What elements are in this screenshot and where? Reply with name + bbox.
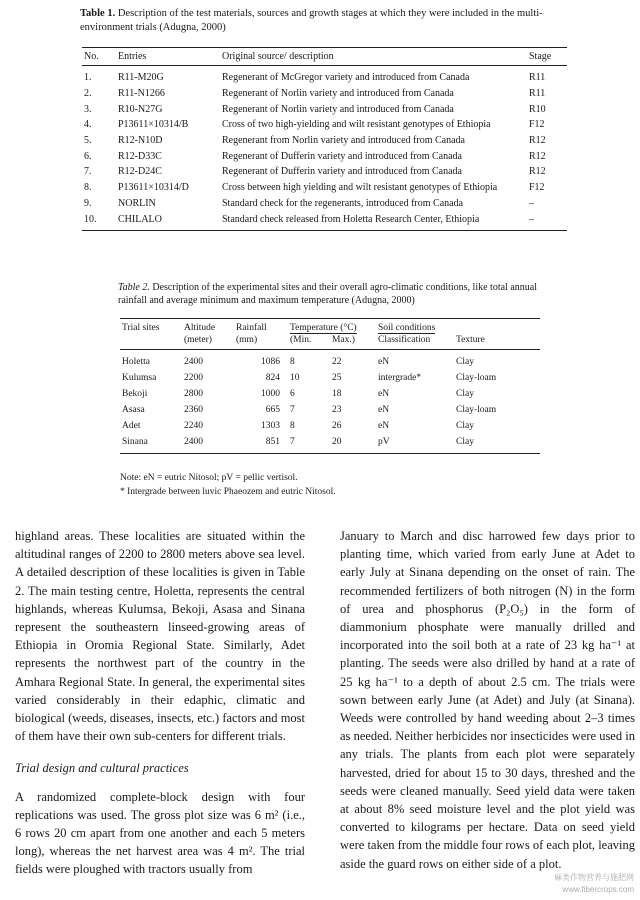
cell-entry: P13611×10314/B xyxy=(118,119,189,131)
cell-stage: R12 xyxy=(529,135,546,147)
table-row xyxy=(120,350,540,371)
cell-site: Holetta xyxy=(122,357,150,367)
cell-entry: R12-D33C xyxy=(118,150,162,162)
cell-texture: Clay xyxy=(456,421,474,431)
table2-note-abbrev: Note: eN = eutric Nitosol; pV = pellic vertisol. xyxy=(120,473,298,483)
cell-altitude: 2400 xyxy=(184,357,203,367)
cell-rainfall: 1000 xyxy=(261,389,280,399)
cell-texture: Clay-loam xyxy=(456,405,497,415)
cell-classification: intergrade* xyxy=(378,373,422,383)
cell-entry: P13611×10314/D xyxy=(118,182,189,194)
cell-source: Regenerant of Dufferin variety and introduced from Canada xyxy=(222,150,462,162)
table2-label: Table 2. xyxy=(118,282,150,293)
cell-temp-min: 7 xyxy=(290,405,295,415)
cell-temp-min: 8 xyxy=(290,357,295,367)
table1-header-stage: Stage xyxy=(527,48,567,66)
table2-header-trial-sites: Trial sites xyxy=(122,323,160,333)
cell-altitude: 2360 xyxy=(184,405,203,415)
table1 xyxy=(82,47,567,231)
cell-source: Regenerant of McGregor variety and introduced from Canada xyxy=(222,72,470,84)
cell-rainfall: 851 xyxy=(234,434,288,454)
cell-temp-max: 20 xyxy=(330,434,376,454)
table-row xyxy=(120,402,540,418)
table1-caption xyxy=(80,7,580,35)
table-row xyxy=(120,418,540,434)
cell-temp-max: 22 xyxy=(332,357,342,367)
cell-site: Sinana xyxy=(120,434,182,454)
cell-site: Bekoji xyxy=(122,389,148,399)
cell-entry: R11-N1266 xyxy=(118,88,165,100)
cell-texture: Clay xyxy=(456,389,474,399)
cell-temp-max: 25 xyxy=(332,373,342,383)
table2-header-soil: Soil conditions xyxy=(378,323,436,333)
cell-altitude: 2400 xyxy=(182,434,234,454)
cell-classification: eN xyxy=(378,421,390,431)
cell-classification: pV xyxy=(376,434,454,454)
cell-source: Cross between high yielding and wilt resistant genotypes of Ethiopia xyxy=(222,182,498,194)
table1-header-entries: Entries xyxy=(116,48,220,66)
cell-temp-min: 10 xyxy=(290,373,300,383)
table-row xyxy=(82,66,567,86)
cell-texture: Clay-loam xyxy=(456,373,497,383)
table1-header-row xyxy=(82,48,567,66)
table2-header-texture: Texture xyxy=(454,334,540,350)
table1-label: Table 1. xyxy=(80,8,116,19)
cell-temp-max: 26 xyxy=(332,421,342,431)
table2-header-classification: Classification xyxy=(376,334,454,350)
cell-temp-max: 18 xyxy=(332,389,342,399)
cell-source: Cross of two high-yielding and wilt resistant genotypes of Ethiopia xyxy=(222,119,491,131)
table2-header-altitude-unit: (meter) xyxy=(182,334,234,350)
cell-temp-min: 8 xyxy=(290,421,295,431)
cell-no: 8. xyxy=(84,182,92,194)
cell-stage: R11 xyxy=(529,88,546,100)
cell-source: Standard check for the regenerants, introduced from Canada xyxy=(222,197,464,209)
table1-header-no: No. xyxy=(82,48,116,66)
cell-entry: R10-N27G xyxy=(118,103,163,115)
cell-rainfall: 1086 xyxy=(261,357,280,367)
cell-no: 9. xyxy=(84,197,92,209)
table2-header-row-1 xyxy=(120,319,540,335)
cell-no: 7. xyxy=(84,166,92,178)
table2-header-rainfall: Rainfall xyxy=(236,323,267,333)
table2-header-temperature: Temperature (°C) xyxy=(290,323,357,333)
cell-no: 2. xyxy=(84,88,92,100)
cell-classification: eN xyxy=(378,405,390,415)
cell-source: Regenerant from Norlin variety and introduced from Canada xyxy=(222,135,465,147)
cell-stage: R10 xyxy=(529,103,546,115)
cell-altitude: 2800 xyxy=(184,389,203,399)
cell-entry: R11-M20G xyxy=(118,72,164,84)
table1-caption-text: Description of the test materials, sources and growth stages at which they were included in the multi-environment trials (Adugna, 2000) xyxy=(80,8,543,33)
table2-notes xyxy=(120,471,336,499)
watermark-chinese: 麻类作物营养与施肥网 xyxy=(554,873,634,882)
table2-header-temp-max: Max.) xyxy=(330,334,376,350)
left-paragraph-2: A randomized complete-block design with four replications was used. The gross plot size was 6 m² (i.e., 6 rows 20 cm apart from one another and each 5 meters long), whereas the net harvest area was 4 m². The trial fields were ploughed with tractors usually from xyxy=(15,789,305,877)
table2-note-intergrade: * Intergrade between luvic Phaeozem and eutric Nitosol. xyxy=(120,487,336,497)
table2-caption xyxy=(118,281,538,307)
cell-no: 6. xyxy=(84,150,92,162)
table-row xyxy=(82,180,567,196)
watermark-url: www.fibercrops.com xyxy=(562,885,634,894)
table-row xyxy=(82,101,567,117)
left-column xyxy=(15,527,305,879)
table2-header-altitude: Altitude xyxy=(184,323,216,333)
cell-site: Adet xyxy=(122,421,141,431)
table-row xyxy=(82,196,567,212)
table-row xyxy=(120,386,540,402)
table-row xyxy=(120,370,540,386)
cell-source: Regenerant of Dufferin variety and introduced from Canada xyxy=(222,166,462,178)
cell-site: Asasa xyxy=(122,405,145,415)
cell-temp-min: 7 xyxy=(288,434,330,454)
table1-header-source: Original source/ description xyxy=(220,48,527,66)
table-row xyxy=(82,133,567,149)
table2-header-row-2 xyxy=(120,334,540,350)
table-row xyxy=(82,211,567,230)
section-heading: Trial design and cultural practices xyxy=(15,761,189,776)
table-row xyxy=(120,434,540,454)
cell-stage: – xyxy=(529,197,534,209)
table2-header-rainfall-unit: (mm) xyxy=(234,334,288,350)
cell-entry: R12-N10D xyxy=(118,135,163,147)
cell-stage: F12 xyxy=(529,182,545,194)
right-paragraph-1: January to March and disc harrowed few days prior to planting time, which varied from early June at Adet to early July at Sinana depending on the onset of rain. The recommended fertilizers of both nitrogen (N) in the form of urea and phosphorus (P₂O₅) in the form of diammonium phosphate were manually drilled and incorporated into the soil both at a rate of 23 kg ha⁻¹ at planting. The seeds were also drilled by hand at a rate of 25 kg ha⁻¹ to a depth of about 2.5 cm. The trials were sown between early June (at Adet) and July (at Sinana). Weeds were controlled by hand weeding about 2–3 times as needed. Neither herbicides nor insecticides were used in any trials. The plants from each plot were separately harvested, dried for about 15 to 30 days, threshed and the seeds were cleaned manually. Seed yield data were taken at about 8% seed moisture level and the plot yield was converted to kilograms per hectare. Data on seed yield were taken from the middle four rows of each plot, leaving aside the guard rows on either side of a plot. xyxy=(340,529,635,871)
cell-site: Kulumsa xyxy=(122,373,157,383)
table-row xyxy=(82,148,567,164)
cell-no: 3. xyxy=(84,103,92,115)
cell-entry: CHILALO xyxy=(116,211,220,230)
cell-no: 5. xyxy=(84,135,92,147)
cell-rainfall: 1303 xyxy=(261,421,280,431)
cell-entry: R12-D24C xyxy=(118,166,162,178)
cell-no: 10. xyxy=(82,211,116,230)
cell-classification: eN xyxy=(378,389,390,399)
cell-stage: – xyxy=(527,211,567,230)
table-row xyxy=(82,117,567,133)
cell-rainfall: 824 xyxy=(265,373,280,383)
cell-classification: eN xyxy=(378,357,390,367)
left-paragraph-1: highland areas. These localities are situated within the altitudinal ranges of 2200 to 2800 meters above sea level. A detailed description of these localities is given in Table 2. The main testing centre, Holetta, represents the central highlands, whereas Kulumsa, Bekoji, Asasa and Sinana represent the southeastern linseed-growing areas of Ethiopia in Oromia Regional State. Similarly, Adet represents the northwest part of the country in the Amhara Regional State. In general, the experimental sites varied considerably in their edaphic, climatic and biological (weeds, diseases, insects, etc.) factors and most of them have their own sub-centers for different trials. xyxy=(15,529,305,744)
right-column xyxy=(340,527,635,873)
cell-rainfall: 665 xyxy=(265,405,280,415)
cell-entry: NORLIN xyxy=(118,197,156,209)
table-row xyxy=(82,86,567,102)
cell-temp-max: 23 xyxy=(332,405,342,415)
cell-source: Regenerant of Norlin variety and introduced from Canada xyxy=(222,103,454,115)
cell-temp-min: 6 xyxy=(290,389,295,399)
cell-altitude: 2240 xyxy=(184,421,203,431)
cell-stage: F12 xyxy=(529,119,545,131)
cell-no: 1. xyxy=(84,72,92,84)
table2-caption-text: Description of the experimental sites and their overall agro-climatic conditions, like total annual rainfall and average minimum and maximum temperature (Adugna, 2000) xyxy=(118,282,537,306)
cell-stage: R12 xyxy=(529,150,546,162)
table-row xyxy=(82,164,567,180)
table2 xyxy=(120,318,540,454)
cell-source: Regenerant of Norlin variety and introduced from Canada xyxy=(222,88,454,100)
cell-altitude: 2200 xyxy=(184,373,203,383)
cell-no: 4. xyxy=(84,119,92,131)
table2-header-temp-min: (Min. xyxy=(288,334,330,350)
cell-texture: Clay xyxy=(454,434,540,454)
cell-source: Standard check released from Holetta Research Center, Ethiopia xyxy=(220,211,527,230)
cell-stage: R12 xyxy=(529,166,546,178)
cell-texture: Clay xyxy=(456,357,474,367)
cell-stage: R11 xyxy=(529,72,546,84)
